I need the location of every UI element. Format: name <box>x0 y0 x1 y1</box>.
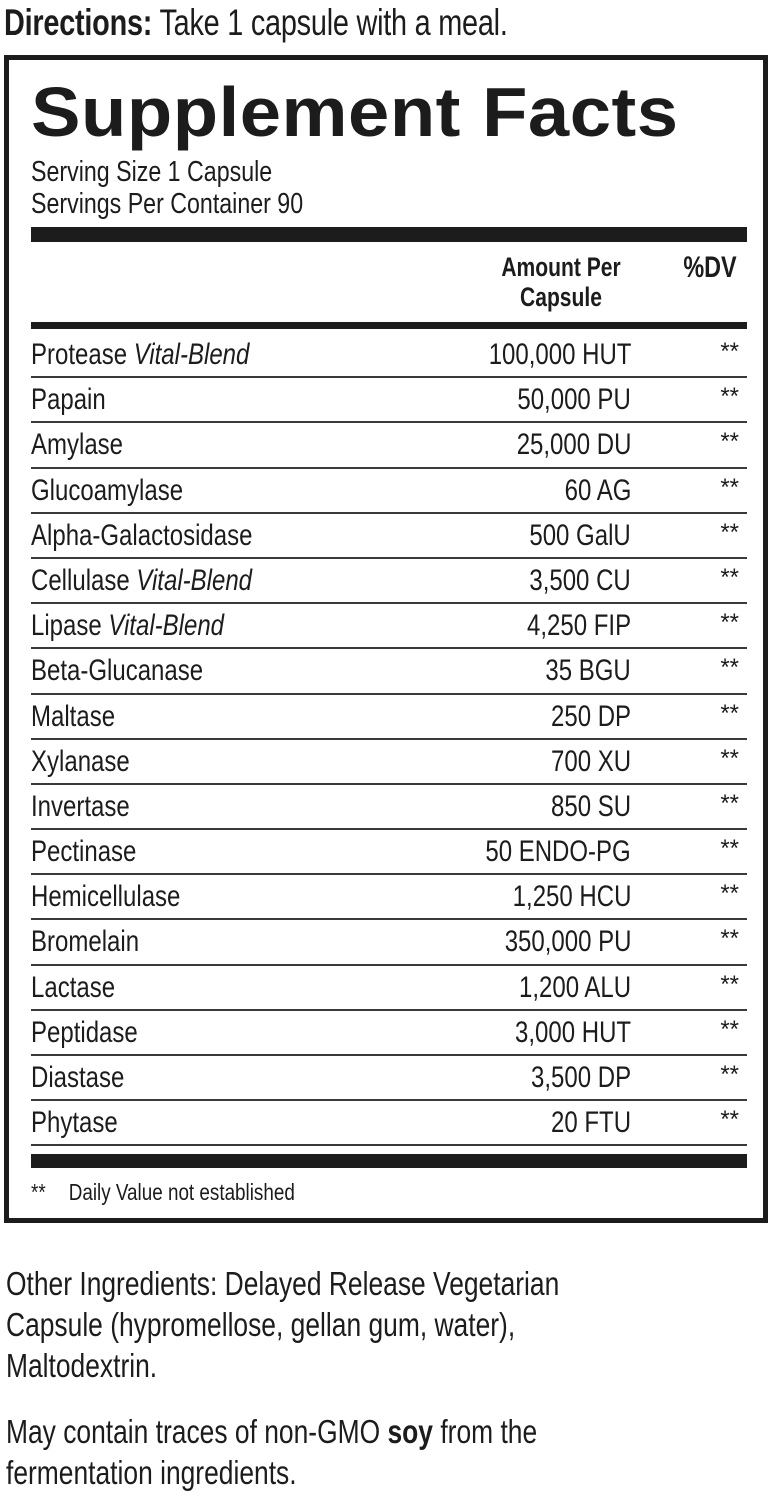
ingredient-amount: 20 FTU <box>550 1106 631 1140</box>
amount-header <box>491 252 631 312</box>
ingredient-dv: ** <box>720 563 739 591</box>
blend-label: Vital-Blend <box>133 338 250 371</box>
ingredient-name: Amylase <box>31 428 124 462</box>
ingredient-name-cell <box>31 1106 118 1140</box>
ingredient-dv: ** <box>720 925 739 953</box>
table-row <box>31 966 747 1011</box>
ingredient-dv: ** <box>720 383 739 411</box>
ingredient-amount: 50 ENDO-PG <box>485 835 631 869</box>
ingredient-name-cell <box>31 790 130 824</box>
ingredient-name-cell <box>31 519 252 553</box>
ingredient-dv: ** <box>720 789 739 817</box>
table-row <box>31 695 747 740</box>
ingredient-name: Cellulase <box>31 563 130 597</box>
ingredient-amount: 3,500 CU <box>529 563 631 597</box>
ingredient-amount: 3,500 DP <box>530 1061 631 1094</box>
ingredient-amount: 350,000 PU <box>504 925 631 959</box>
ingredient-name: Lipase <box>31 609 102 643</box>
table-row <box>31 469 747 514</box>
ingredient-dv: ** <box>720 518 739 546</box>
allergen-pre: May contain traces of non-GMO <box>6 1413 388 1450</box>
blend-label: Vital-Blend <box>136 563 253 597</box>
footnote <box>31 1178 295 1206</box>
ingredient-table <box>31 333 747 1146</box>
table-row <box>31 1101 747 1146</box>
amount-header-line1: Amount Per <box>501 252 621 282</box>
ingredient-name: Hemicellulase <box>31 880 181 914</box>
amount-header-line2: Capsule <box>520 282 602 312</box>
ingredient-name: Maltase <box>31 699 116 733</box>
ingredient-name-cell <box>31 383 106 417</box>
ingredient-amount: 35 BGU <box>545 654 631 688</box>
directions-text: Take 1 capsule with a meal. <box>152 2 508 43</box>
ingredient-amount: 700 XU <box>550 744 631 778</box>
table-row <box>31 604 747 649</box>
ingredient-name-cell <box>31 564 252 598</box>
blend-label: Vital-Blend <box>108 609 225 643</box>
thick-divider-bottom <box>31 1154 747 1168</box>
ingredient-name-cell <box>31 1016 138 1050</box>
ingredient-amount: 60 AG <box>564 473 631 507</box>
other-ingredients <box>6 1263 726 1386</box>
ingredient-name: Alpha-Galactosidase <box>31 518 253 552</box>
ingredient-dv: ** <box>720 744 739 772</box>
ingredient-name-cell <box>31 654 203 688</box>
ingredient-name: Xylanase <box>31 744 130 778</box>
ingredient-dv: ** <box>720 1015 739 1043</box>
ingredient-name-cell <box>31 925 139 959</box>
table-row <box>31 1056 747 1101</box>
ingredient-name-cell <box>31 609 224 643</box>
servings-per-container: Servings Per Container 90 <box>31 188 304 220</box>
table-row <box>31 333 747 378</box>
ingredient-name: Lactase <box>31 970 116 1004</box>
table-row <box>31 559 747 604</box>
other-ingredients-line2: Capsule (hypromellose, gellan gum, water), <box>6 1306 516 1343</box>
ingredient-amount: 3,000 HUT <box>514 1015 631 1049</box>
allergen-statement <box>6 1411 726 1493</box>
ingredient-name-cell <box>31 1061 124 1095</box>
table-row <box>31 830 747 875</box>
ingredient-name-cell <box>31 428 123 462</box>
ingredient-amount: 1,250 HCU <box>512 880 631 914</box>
table-row <box>31 649 747 694</box>
ingredient-dv: ** <box>720 1061 739 1088</box>
ingredient-name-cell <box>31 971 115 1005</box>
dv-header: %DV <box>683 251 737 284</box>
thick-divider-top <box>31 227 747 242</box>
ingredient-amount: 850 SU <box>550 789 631 823</box>
ingredient-dv: ** <box>720 473 739 501</box>
table-row <box>31 1011 747 1056</box>
ingredient-dv: ** <box>720 835 739 863</box>
ingredient-amount: 1,200 ALU <box>518 970 631 1004</box>
ingredient-name: Diastase <box>31 1061 125 1094</box>
ingredient-dv: ** <box>720 699 739 727</box>
ingredient-dv: ** <box>720 609 739 637</box>
ingredient-dv: ** <box>720 428 739 456</box>
ingredient-name-cell <box>31 880 180 914</box>
ingredient-dv: ** <box>720 1106 739 1134</box>
ingredient-dv: ** <box>720 970 739 998</box>
allergen-line2: fermentation ingredients. <box>6 1454 297 1491</box>
footnote-symbol: ** <box>31 1179 46 1205</box>
ingredient-dv: ** <box>720 654 739 682</box>
ingredient-amount: 500 GalU <box>529 518 631 552</box>
table-row <box>31 740 747 785</box>
table-row <box>31 378 747 423</box>
other-ingredients-line1: Other Ingredients: Delayed Release Vegetarian <box>6 1265 560 1302</box>
ingredient-name: Pectinase <box>31 835 137 869</box>
other-ingredients-line3: Maltodextrin. <box>6 1347 158 1384</box>
table-row <box>31 875 747 920</box>
ingredient-name-cell <box>31 338 249 372</box>
ingredient-amount: 4,250 FIP <box>526 609 631 643</box>
table-row <box>31 785 747 830</box>
serving-size: Serving Size 1 Capsule <box>31 156 273 188</box>
table-row <box>31 920 747 965</box>
ingredient-name: Glucoamylase <box>31 473 184 507</box>
panel-title: Supplement Facts <box>31 73 679 151</box>
directions-label: Directions: <box>4 2 153 43</box>
ingredient-amount: 250 DP <box>550 699 631 733</box>
ingredient-name: Protease <box>31 338 128 371</box>
ingredient-name: Bromelain <box>31 925 140 959</box>
ingredient-name: Phytase <box>31 1106 118 1140</box>
ingredient-amount: 25,000 DU <box>516 428 631 462</box>
ingredient-name-cell <box>31 835 136 869</box>
ingredient-amount: 50,000 PU <box>517 383 631 417</box>
ingredient-name: Peptidase <box>31 1015 138 1049</box>
ingredient-name: Invertase <box>31 789 130 823</box>
footnote-text: Daily Value not established <box>68 1179 295 1205</box>
ingredient-name-cell <box>31 745 130 779</box>
ingredient-name: Beta-Glucanase <box>31 654 204 688</box>
ingredient-dv: ** <box>720 338 739 365</box>
ingredient-dv: ** <box>720 880 739 908</box>
ingredient-name-cell <box>31 700 115 734</box>
allergen-bold: soy <box>387 1413 433 1450</box>
ingredient-amount: 100,000 HUT <box>488 338 631 371</box>
allergen-post: from the <box>432 1413 538 1450</box>
table-row <box>31 423 747 468</box>
directions <box>4 0 508 46</box>
medium-divider <box>31 322 747 329</box>
ingredient-name-cell <box>31 474 183 508</box>
table-row <box>31 514 747 559</box>
supplement-facts-panel <box>4 55 768 1223</box>
ingredient-name: Papain <box>31 383 106 417</box>
